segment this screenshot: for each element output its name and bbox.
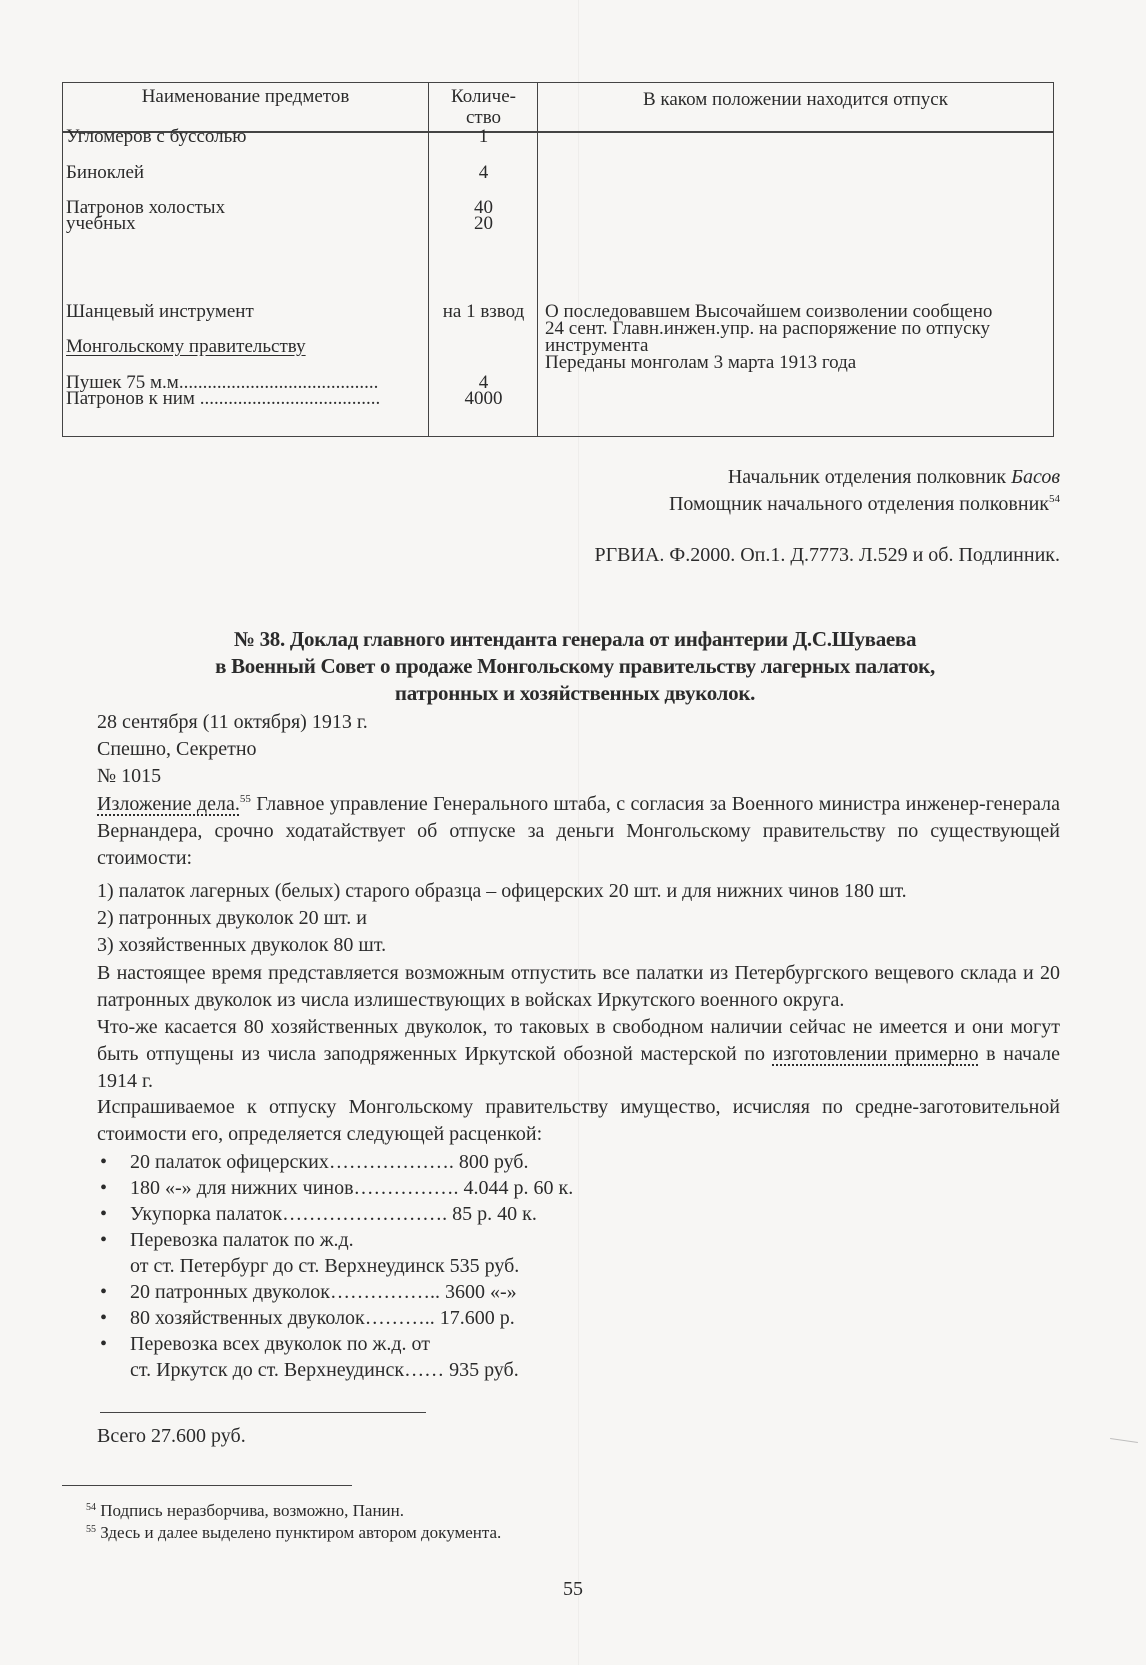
header-item-name: Наименование предметов	[141, 86, 350, 107]
table-cell-name-with-leader	[66, 389, 380, 408]
paragraph-pricing-intro: Испрашиваемое к отпуску Монгольскому правительству имущество, исчисляя по средне-заготовительной стоимости его, определяется следующей расценкой:	[97, 1096, 1060, 1145]
paragraph-carts	[97, 1014, 1060, 1095]
header-quantity-line2: ство	[465, 107, 502, 128]
price-item-continuation: ст. Иркутск до ст. Верхнеудинск…… 935 руб.	[130, 1359, 519, 1381]
bullet-icon: •	[100, 1151, 108, 1173]
footnote-text: Здесь и далее выделено пунктиром автором документа.	[96, 1523, 502, 1542]
para3-text-start: Что-же касается 80 хозяйственных двуколок, то таковых в свободном наличии сейчас не имеется и они могут быть отпущены из числа заподряженных Иркутской обозной мастерской по	[97, 1016, 1060, 1065]
request-item: 3) хозяйственных двуколок 80 шт.	[97, 934, 387, 956]
price-item-text: 20 палаток офицерских………………. 800 руб.	[130, 1151, 529, 1173]
page-number: 55	[563, 1578, 583, 1600]
footnote-ref-54: 54	[1049, 493, 1060, 505]
table-cell-name: Шанцевый инструмент	[66, 301, 254, 322]
inventory-table	[62, 82, 1054, 437]
signature-chief-title: Начальник отделения полковник	[727, 466, 1012, 488]
footnote-55	[86, 1522, 501, 1544]
document-date: 28 сентября (11 октября) 1913 г.	[97, 711, 368, 733]
signature-assistant	[669, 493, 1060, 516]
signature-assistant-title: Помощник начального отделения полковник	[668, 493, 1049, 515]
price-list-item	[100, 1202, 537, 1226]
paragraph-availability: В настоящее время представляется возможным отпустить все палатки из Петербургского вещевого склада и 20 патронных двуколок из числа излишествующих в войсках Иркутского военного округа.	[97, 962, 1060, 1011]
table-cell-qty: 4	[478, 372, 489, 393]
bullet-icon: •	[100, 1177, 108, 1199]
table-cell-name: Биноклей	[66, 162, 145, 183]
paragraph-intro	[97, 791, 1060, 872]
table-cell-qty: на 1 взвод	[442, 301, 525, 322]
footnote-number: 55	[86, 1524, 96, 1535]
dot-leader: ......................................	[199, 388, 381, 409]
signature-chief	[728, 466, 1060, 489]
table-cell-qty: 4000	[464, 388, 503, 409]
archive-source-reference: РГВИА. Ф.2000. Оп.1. Д.7773. Л.529 и об. Подлинник.	[594, 544, 1060, 566]
price-list-item	[100, 1150, 528, 1174]
document-classification: Спешно, Секретно	[97, 738, 257, 760]
footnote-text: Подпись неразборчива, возможно, Панин.	[96, 1501, 404, 1520]
bullet-icon: •	[100, 1229, 108, 1251]
price-list-item	[100, 1228, 354, 1252]
table-cell-status-line: инструмента	[545, 335, 649, 356]
table-cell-qty: 4	[478, 162, 489, 183]
total-rule	[100, 1412, 426, 1413]
price-item-continuation: от ст. Петербург до ст. Верхнеудинск 535 руб.	[130, 1255, 520, 1277]
table-cell-qty: 1	[478, 126, 489, 147]
footnote-number: 54	[86, 1502, 96, 1513]
footnote-54	[86, 1500, 404, 1522]
table-cell-name: Угломеров с буссолью	[66, 126, 247, 147]
intro-text: Главное управление Генерального штаба, с согласия за Военного министра инженер-генерала Вернандера, срочно ходатайствует об отпуске за деньги Монгольскому правительству по существующей стоимости:	[97, 793, 1060, 869]
signature-chief-name: Басов	[1011, 466, 1060, 488]
price-list-item	[100, 1176, 573, 1200]
price-item-text: 80 хозяйственных двуколок……….. 17.600 р.	[130, 1307, 515, 1329]
para3-text-end: в начале 1914 г.	[97, 1043, 1060, 1092]
table-cell-name: Патронов холостых	[66, 197, 226, 218]
document-heading-line: патронных и хозяйственных двуколок.	[394, 681, 756, 705]
price-list-item	[100, 1306, 515, 1330]
price-total: Всего 27.600 руб.	[97, 1425, 246, 1447]
price-item-text: Перевозка всех двуколок по ж.д. от	[130, 1333, 430, 1355]
table-cell-qty: 40	[474, 197, 493, 218]
price-item-text: 20 патронных двуколок…………….. 3600 «-»	[130, 1281, 517, 1303]
para3-dotted-phrase: изготовлении примерно	[772, 1043, 979, 1065]
bullet-icon: •	[100, 1307, 108, 1329]
price-item-text: Перевозка палаток по ж.д.	[130, 1229, 354, 1251]
header-quantity-line1: Количе-	[451, 86, 516, 107]
header-status: В каком положении находится отпуск	[643, 89, 948, 110]
dot-leader: ..........................................	[178, 372, 379, 393]
scan-artifact	[1110, 1438, 1138, 1443]
price-item-text: Укупорка палаток……………………. 85 р. 40 к.	[130, 1203, 537, 1225]
request-item: 1) палаток лагерных (белых) старого образца – офицерских 20 шт. и для нижних чинов 180 шт.	[97, 880, 907, 902]
table-cell-qty: 20	[474, 213, 493, 234]
table-cell-status-line: 24 сент. Главн.инжен.упр. на распоряжение по отпуску	[545, 318, 990, 339]
column-status	[537, 83, 1053, 436]
table-cell-status-line: Переданы монголам 3 марта 1913 года	[545, 352, 857, 373]
table-cell-name: Патронов к ним	[66, 388, 195, 409]
request-item: 2) патронных двуколок 20 шт. и	[97, 907, 367, 929]
document-heading-line: № 38. Доклад главного интенданта генерала от инфантерии Д.С.Шуваева	[233, 627, 917, 651]
table-cell-name: Пушек 75 м.м	[66, 372, 179, 393]
column-quantity	[428, 83, 538, 436]
document-heading-line: в Военный Совет о продаже Монгольскому правительству лагерных палаток,	[215, 654, 935, 678]
footnote-separator	[62, 1485, 352, 1486]
price-list-item	[100, 1280, 517, 1304]
column-item-names	[63, 83, 428, 436]
header-quantity	[429, 86, 538, 128]
bullet-icon: •	[100, 1281, 108, 1303]
bullet-icon: •	[100, 1203, 108, 1225]
price-item-text: 180 «-» для нижних чинов……………. 4.044 р. 60 к.	[130, 1177, 574, 1199]
price-list-item	[100, 1332, 430, 1356]
bullet-icon: •	[100, 1333, 108, 1355]
table-cell-status-line: О последовавшем Высочайшем соизволении сообщено	[545, 301, 993, 322]
document-heading	[90, 626, 1060, 707]
table-cell-name: учебных	[66, 213, 136, 234]
intro-label-dotted: Изложение дела.	[97, 793, 240, 815]
table-cell-name-underlined: Монгольскому правительству	[66, 336, 306, 357]
footnote-ref-55: 55	[239, 793, 251, 805]
document-number: № 1015	[97, 765, 162, 787]
